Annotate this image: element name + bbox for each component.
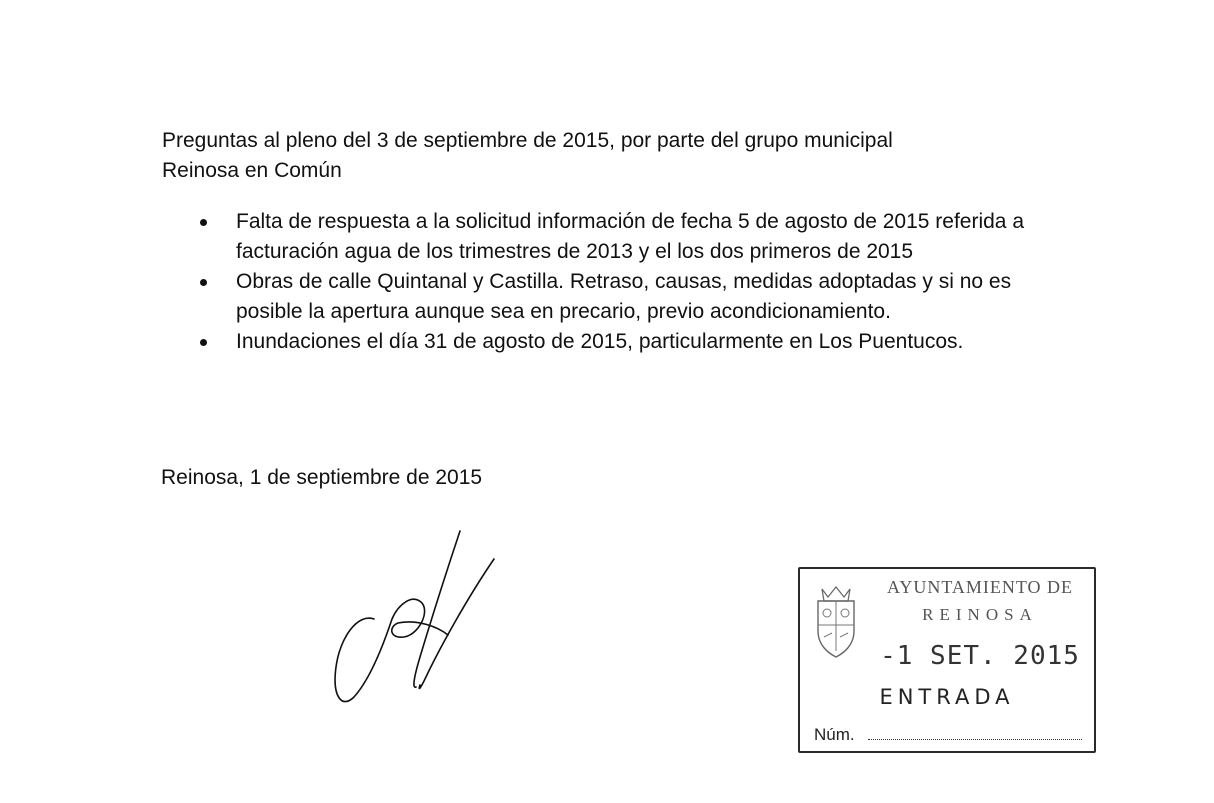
list-item: [198, 207, 1058, 267]
place-date: Reinosa, 1 de septiembre de 2015: [161, 466, 483, 489]
bullet-icon: [200, 279, 207, 286]
stamp-date: -1 SET. 2015: [880, 641, 1080, 671]
list-item: [198, 267, 1058, 327]
stamp-number-label: Núm.: [814, 725, 855, 744]
bullet-icon: [200, 219, 207, 226]
title-line-2: Reinosa en Común: [162, 159, 342, 182]
bullet-icon: [200, 339, 207, 346]
list-item-text: Obras de calle Quintanal y Castilla. Retraso, causas, medidas adoptadas y si no es posible la apertura aunque sea en precario, previo acondicionamiento.: [236, 270, 1012, 323]
coat-of-arms-seal: [808, 581, 864, 661]
list-item: [198, 327, 1058, 357]
registry-stamp: [798, 567, 1096, 753]
questions-list: [198, 207, 1058, 357]
stamp-entry-label: ENTRADA: [879, 685, 1015, 709]
list-item-text: Falta de respuesta a la solicitud información de fecha 5 de agosto de 2015 referida a facturación agua de los trimestres de 2013 y el los dos primeros de 2015: [236, 210, 1025, 263]
document-title: [162, 126, 1062, 186]
stamp-number-line: [868, 739, 1082, 740]
list-item-text: Inundaciones el día 31 de agosto de 2015, particularmente en Los Puentucos.: [236, 330, 964, 353]
title-line-1: Preguntas al pleno del 3 de septiembre de 2015, por parte del grupo municipal: [162, 129, 893, 152]
stamp-organization: AYUNTAMIENTO DE: [886, 577, 1074, 597]
handwritten-signature: [328, 527, 508, 717]
stamp-town: REINOSA: [922, 605, 1038, 624]
